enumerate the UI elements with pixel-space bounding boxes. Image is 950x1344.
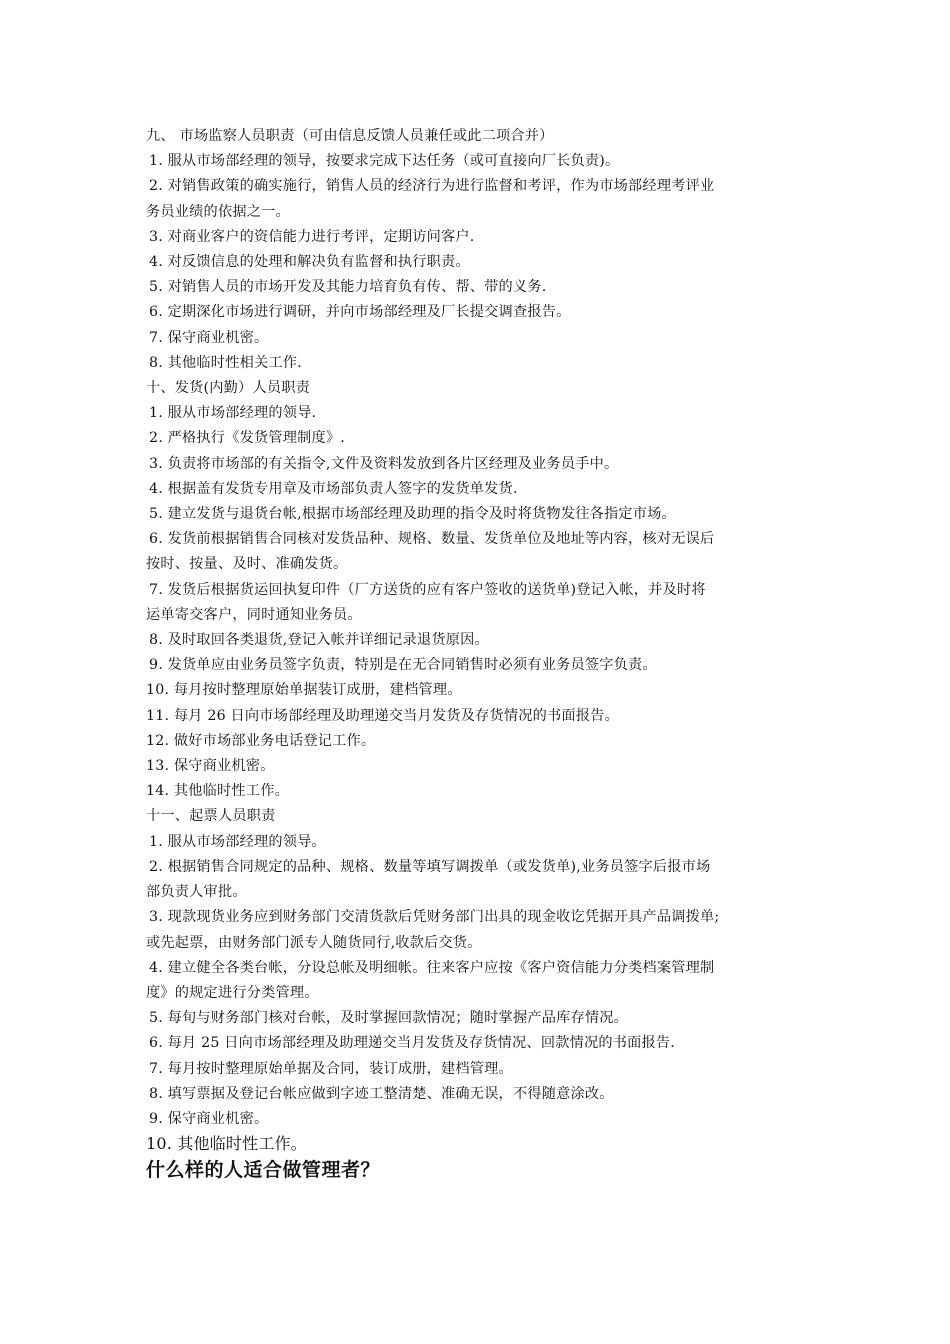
list-item: 10. 每月按时整理原始单据装订成册，建档管理。 bbox=[146, 682, 462, 699]
closing-title: 什么样的人适合做管理者？ bbox=[146, 1159, 381, 1182]
list-item: 7. 保守商业机密。 bbox=[149, 329, 269, 346]
list-item: 7. 每月按时整理原始单据及合同，装订成册，建档管理。 bbox=[149, 1060, 513, 1077]
list-item: 2. 严格执行《发货管理制度》. bbox=[149, 430, 346, 447]
list-item: 8. 及时取回各类退货,登记入帐并详细记录退货原因。 bbox=[149, 632, 489, 649]
list-item: 2. 对销售政策的确实施行，销售人员的经济行为进行监督和考评，作为市场部经理考评业 bbox=[149, 178, 715, 195]
list-item-continuation: 或先起票，由财务部门派专人随货同行,收款后交货。 bbox=[146, 934, 482, 951]
list-item-continuation: 按时、按量、及时、准确发货。 bbox=[146, 556, 348, 573]
list-item-continuation: 部负责人审批。 bbox=[146, 884, 247, 901]
list-item: 6. 每月 25 日向市场部经理及助理递交当月发货及存货情况、回款情况的书面报告. bbox=[149, 1035, 676, 1052]
list-item: 1. 服从市场部经理的领导，按要求完成下达任务（或可直接向厂长负责)。 bbox=[149, 153, 620, 170]
list-item: 4. 对反馈信息的处理和解决负有监督和执行职责。 bbox=[149, 254, 470, 271]
section-heading-11: 十一、起票人员职责 bbox=[146, 808, 276, 825]
list-item: 3. 现款现货业务应到财务部门交清货款后凭财务部门出具的现金收讫凭据开具产品调拨单; bbox=[149, 909, 720, 926]
list-item: 1. 服从市场部经理的领导. bbox=[149, 405, 317, 422]
list-item-continuation: 度》的规定进行分类管理。 bbox=[146, 984, 319, 1001]
list-item-continuation: 务员业绩的依据之一。 bbox=[146, 203, 290, 220]
list-item: 6. 发货前根据销售合同核对发货品种、规格、数量、发货单位及地址等内容，核对无误后 bbox=[149, 531, 715, 548]
list-item: 13. 保守商业机密。 bbox=[146, 758, 275, 775]
list-item: 8. 填写票据及登记台帐应做到字迹工整清楚、准确无误，不得随意涂改。 bbox=[149, 1085, 614, 1102]
list-item: 7. 发货后根据货运回执复印件（厂方送货的应有客户签收的送货单)登记入帐，并及时将 bbox=[149, 581, 706, 598]
list-item: 11. 每月 26 日向市场部经理及助理递交当月发货及存货情况的书面报告。 bbox=[146, 707, 619, 724]
section-heading-9: 九、 市场监察人员职责（可由信息反馈人员兼任或此二项合并） bbox=[146, 128, 554, 144]
list-item: 9. 发货单应由业务员签字负责，特别是在无合同销售时必须有业务员签字负责。 bbox=[149, 657, 657, 674]
list-item: 2. 根据销售合同规定的品种、规格、数量等填写调拨单（或发货单),业务员签字后报市场 bbox=[149, 858, 711, 875]
list-item: 3. 对商业客户的资信能力进行考评，定期访问客户. bbox=[149, 228, 475, 245]
document-body bbox=[146, 124, 818, 1184]
list-item: 8. 其他临时性相关工作. bbox=[149, 354, 302, 371]
list-item: 5. 每旬与财务部门核对台帐，及时掌握回款情况；随时掌握产品库存情况。 bbox=[149, 1010, 629, 1027]
list-item: 10. 其他临时性工作。 bbox=[146, 1134, 307, 1154]
list-item: 14. 其他临时性工作。 bbox=[146, 783, 289, 800]
list-item: 6. 定期深化市场进行调研，并向市场部经理及厂长提交调查报告。 bbox=[149, 304, 571, 321]
list-item: 4. 根据盖有发货专用章及市场部负责人签字的发货单发货. bbox=[149, 480, 518, 497]
list-item-continuation: 运单寄交客户，同时通知业务员。 bbox=[146, 606, 362, 623]
list-item: 3. 负责将市场部的有关指令,文件及资料发放到各片区经理及业务员手中。 bbox=[149, 455, 619, 472]
list-item: 5. 对销售人员的市场开发及其能力培育负有传、帮、带的义务. bbox=[149, 279, 547, 296]
list-item: 5. 建立发货与退货台帐,根据市场部经理及助理的指令及时将货物发往各指定市场。 bbox=[149, 506, 676, 523]
section-heading-10: 十、发货(内勤）人员职责 bbox=[146, 380, 310, 397]
list-item: 12. 做好市场部业务电话登记工作。 bbox=[146, 732, 376, 749]
list-item: 9. 保守商业机密。 bbox=[149, 1110, 269, 1127]
list-item: 4. 建立健全各类台帐，分设总帐及明细帐。往来客户应按《客户资信能力分类档案管理制 bbox=[149, 959, 715, 976]
list-item: 1. 服从市场部经理的领导。 bbox=[149, 833, 326, 850]
